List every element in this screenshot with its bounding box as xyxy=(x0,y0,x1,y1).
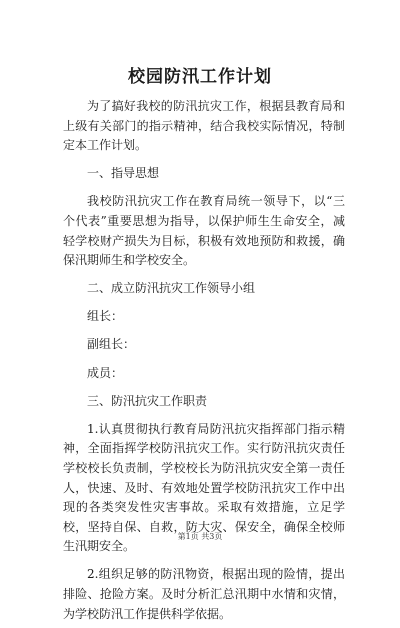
members-line: 成员： xyxy=(87,365,124,380)
duty-item-2: 2.组织足够的防汛物资，根据出现的险情，提出排险、抢险方案。及时分析汇总汛期中水情和灾情，为学校防汛工作提供科学依据。 xyxy=(63,567,345,621)
leader-line: 组长： xyxy=(87,309,124,324)
section-heading-duties: 三、防汛抗灾工作职责 xyxy=(87,393,208,408)
intro-paragraph: 为了搞好我校的防汛抗灾工作，根据县教育局和上级有关部门的指示精神，结合我校实际情况，特制定本工作计划。 xyxy=(63,99,345,153)
document-body xyxy=(63,97,345,628)
duty-item-1: 1.认真贯彻执行教育局防汛抗灾指挥部门指示精神，全面指挥学校防汛抗灾工作。实行防汛抗灾责任学校校长负责制，学校校长为防汛抗灾安全第一责任人，快速、及时、有效地处置学校防汛抗灾工作中出现的各类突发性灾害事故。采取有效措施，立足学校，坚持自保、自救，防大灾、保安全，确保全校师生汛期安全。 xyxy=(63,421,345,554)
document-title: 校园防汛工作计划 xyxy=(128,67,272,87)
section-heading-leadership-group: 二、成立防汛抗灾工作领导小组 xyxy=(87,281,256,296)
page-footer: 第1页 共3页 xyxy=(177,532,223,541)
deputy-leader-line: 副组长： xyxy=(87,337,136,352)
section-heading-guiding-ideology: 一、指导思想 xyxy=(87,166,160,181)
guiding-ideology-paragraph: 我校防汛抗灾工作在教育局统一领导下，以“三个代表”重要思想为指导，以保护师生生命安全，减轻学校财产损失为目标，积极有效地预防和救援，确保汛期师生和学校安全。 xyxy=(63,194,345,268)
